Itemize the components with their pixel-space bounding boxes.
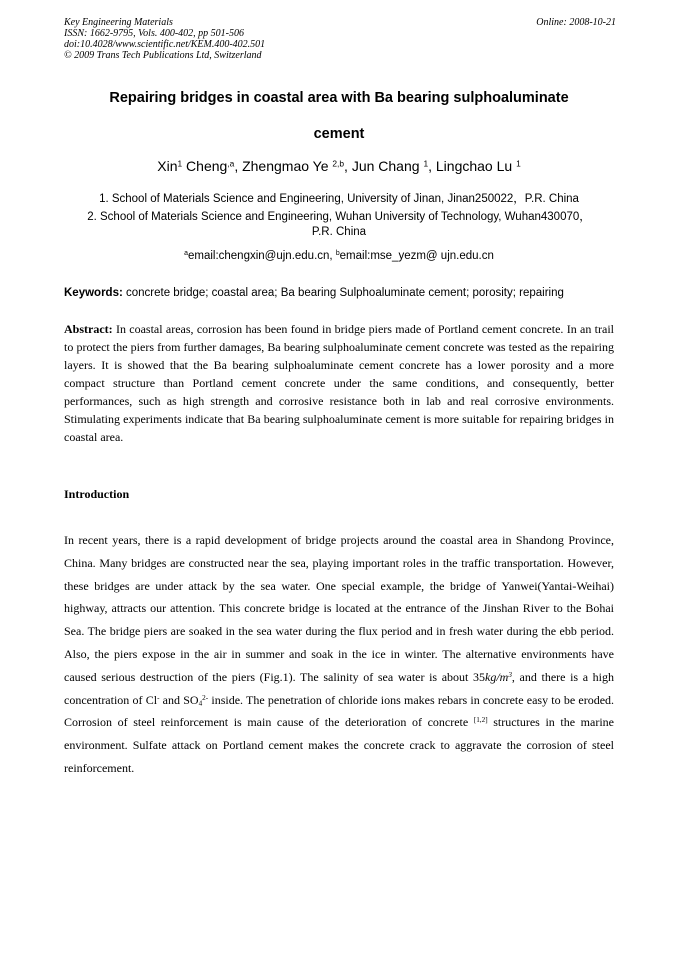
salinity-unit-main: kg/m [485, 669, 509, 684]
email-a-mark: a [184, 250, 188, 258]
issn-line: ISSN: 1662-9795, Vols. 400-402, pp 501-506 [64, 28, 244, 39]
author-1-affiliation-mark: 1 [177, 158, 183, 169]
author-4-name: Lingchao Lu [435, 158, 517, 174]
keywords-text: concrete bridge; coastal area; Ba bearing Sulphoaluminate cement; porosity; repairing [122, 287, 564, 299]
introduction-heading: Introduction [64, 487, 130, 501]
author-1-name: Xin [157, 158, 178, 174]
copyright-line: © 2009 Trans Tech Publications Ltd, Switzerland [64, 50, 262, 61]
abstract-text: In coastal areas, corrosion has been found in bridge piers made of Portland cement concrete. In an trail to protect the piers from further damages, Ba bearing sulphoaluminate cement concrete was tested as the repairing layers. It is showed that the Ba bearing sulphoaluminate cement concrete has a lower porosity and a more compact structure than Portland cement concrete under the same conditions, and consequently, better performances, such as high strength and corrosive resistance both in lab and real corrosive environments. Stimulating experiments indicate that Ba bearing sulphoaluminate cement is more suitable for repairing bridges in coastal area. [64, 322, 614, 444]
abstract-label: Abstract: [64, 322, 113, 336]
author-list: Xin$^1$ Cheng$^{,a}$, Zhengmao Ye $^{2,b}$, Jun Chang $^1$, Lingchao Lu $^1$ [157, 158, 521, 174]
paper-title-line-1: Repairing bridges in coastal area with Ba bearing sulphoaluminate [109, 90, 569, 106]
journal-header [64, 17, 616, 61]
author-emails [64, 250, 614, 262]
introduction-paragraph [64, 529, 614, 780]
affiliation-1: 1. School of Materials Science and Engineering, University of Jinan, Jinan250022，P.R. China [99, 193, 579, 205]
salinity-unit [485, 670, 512, 684]
author-3-affiliation-mark: 1 [423, 158, 429, 169]
keywords-label: Keywords: [64, 287, 123, 299]
intro-text-4: inside. The penetration of chloride ions makes rebars in concrete easy to be eroded. Corrosion of steel reinforcement is main cause of the deterioration of concrete [64, 692, 615, 730]
intro-text-3: and SO [159, 692, 199, 707]
journal-name: Key Engineering Materials [64, 17, 173, 28]
author-1-email-mark: ,a [227, 158, 235, 169]
author-2-name: Zhengmao Ye [242, 158, 333, 174]
sulfate-subscript: 4 [198, 699, 203, 708]
doi-line: doi:10.4028/www.scientific.net/KEM.400-402.501 [64, 39, 266, 50]
affiliation-2: 2. School of Materials Science and Engineering, Wuhan University of Technology, Wuhan430070， [87, 211, 591, 223]
author-3-name: Jun Chang [351, 158, 424, 174]
salinity-unit-exponent: 3 [508, 670, 512, 679]
email-a: email:chengxin@ujn.edu.cn, [187, 250, 336, 262]
intro-text-2: , and there is a high concentration of Cl [64, 669, 614, 707]
author-1-surname: Cheng [182, 158, 228, 174]
paper-title-line-2: cement [313, 126, 365, 142]
citation-1-2[interactable]: [1,2] [473, 716, 488, 725]
sulfate-charge: 2- [202, 693, 209, 702]
email-b-mark: b [335, 250, 340, 258]
keywords [64, 287, 624, 299]
intro-text-5: structures in the marine environment. Sulfate attack on Portland cement makes the concrete crack to aggravate the corrosion of steel reinforcement. [64, 715, 614, 775]
chloride-charge: - [157, 693, 160, 702]
online-date: Online: 2008-10-21 [536, 17, 616, 28]
author-4-affiliation-mark: 1 [516, 158, 521, 169]
intro-text-1: In recent years, there is a rapid development of bridge projects around the coastal area in Shandong Province, China. Many bridges are constructed near the sea, playing important roles in the traffic transportation. However, these bridges are under attack by the sea water. One special example, the bridge of Yanwei(Yantai-Weihai) highway, attracts our attention. This concrete bridge is located at the entrance of the Jinshan River to the Bohai Sea. The bridge piers are soaked in the sea water during the flux period and in fresh water during the ebb period. Also, the piers expose in the air in summer and soak in the ice in winter. The alternative environments have caused serious destruction of the piers (Fig.1). The salinity of sea water is about 35 [64, 533, 614, 684]
abstract [64, 320, 614, 446]
email-b: email:mse_yezm@ ujn.edu.cn [339, 250, 494, 262]
author-2-affiliation-mark: 2,b [332, 158, 345, 169]
affiliation-2-continued: P.R. China [311, 226, 367, 238]
